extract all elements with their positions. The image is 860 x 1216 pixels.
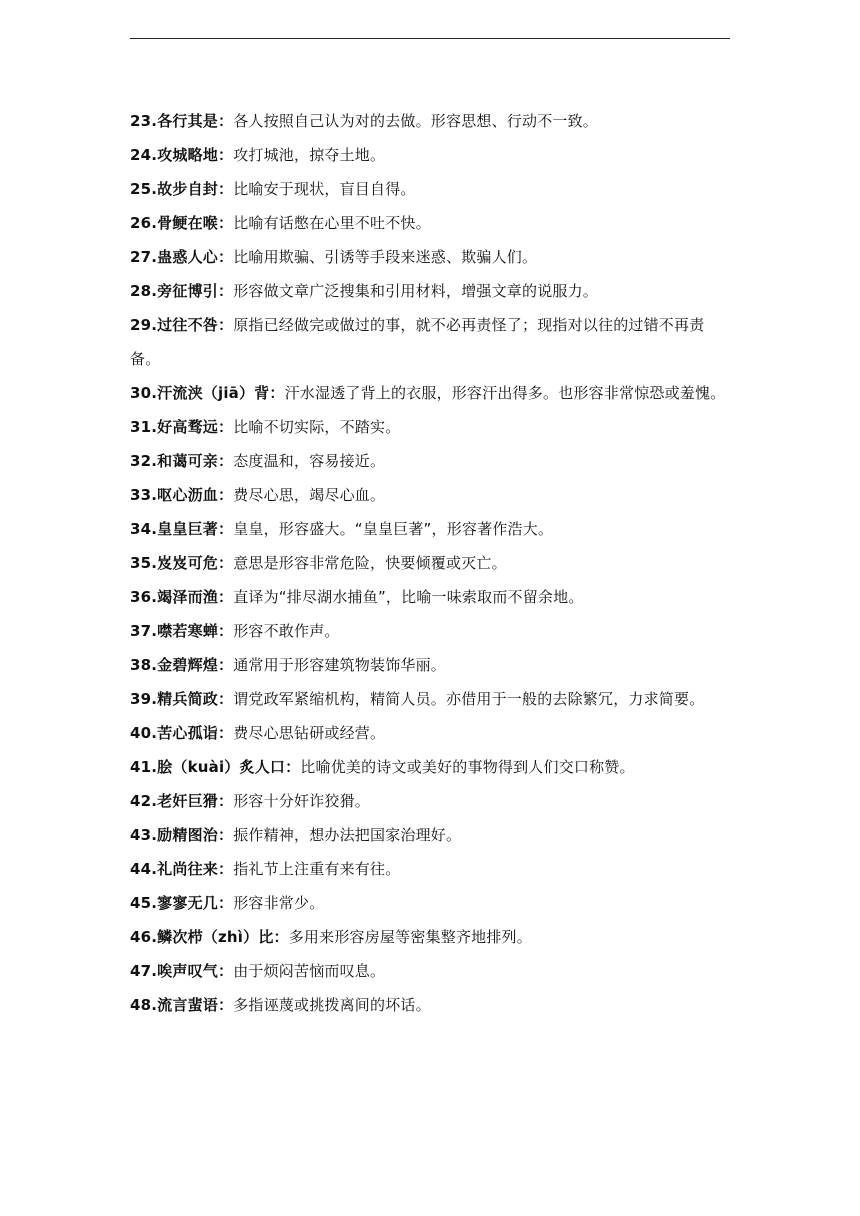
idiom-definition: 形容做文章广泛搜集和引用材料，增强文章的说服力。 <box>233 282 598 300</box>
idiom-definition: 直译为“排尽湖水捕鱼”，比喻一味索取而不留余地。 <box>233 588 584 606</box>
idiom-definition: 通常用于形容建筑物装饰华丽。 <box>233 656 446 674</box>
idiom-definition: 意思是形容非常危险，快要倾覆或灭亡。 <box>233 554 507 572</box>
idiom-list <box>130 104 732 1022</box>
idiom-definition: 攻打城池，掠夺土地。 <box>233 146 386 164</box>
idiom-term: 38.金碧辉煌： <box>130 656 234 674</box>
idiom-definition: 形容非常少。 <box>233 894 325 912</box>
idiom-term: 41.脍（kuài）炙人口： <box>130 758 301 776</box>
list-item <box>130 240 732 274</box>
idiom-definition: 形容不敢作声。 <box>233 622 340 640</box>
list-item <box>130 750 732 784</box>
idiom-definition: 各人按照自己认为对的去做。形容思想、行动不一致。 <box>233 112 598 130</box>
list-item <box>130 614 732 648</box>
idiom-definition: 谓党政军紧缩机构，精简人员。亦借用于一般的去除繁冗，力求简要。 <box>233 690 705 708</box>
idiom-definition: 指礼节上注重有来有往。 <box>233 860 401 878</box>
list-item <box>130 852 732 886</box>
idiom-term: 30.汗流浃（jiā）背： <box>130 384 285 402</box>
list-item <box>130 818 732 852</box>
list-item <box>130 580 732 614</box>
list-item <box>130 954 732 988</box>
list-item <box>130 206 732 240</box>
idiom-definition: 原指已经做完或做过的事，就不必再责怪了；现指对以往的过错不再责备。 <box>130 316 705 368</box>
list-item <box>130 308 732 376</box>
idiom-term: 43.励精图治： <box>130 826 234 844</box>
list-item <box>130 988 732 1022</box>
list-item <box>130 546 732 580</box>
idiom-term: 28.旁征博引： <box>130 282 234 300</box>
idiom-term: 25.故步自封： <box>130 180 234 198</box>
idiom-definition: 态度温和，容易接近。 <box>233 452 386 470</box>
idiom-term: 24.攻城略地： <box>130 146 234 164</box>
idiom-definition: 费尽心思，竭尽心血。 <box>233 486 386 504</box>
idiom-term: 31.好高骛远： <box>130 418 234 436</box>
idiom-definition: 振作精神，想办法把国家治理好。 <box>233 826 462 844</box>
list-item <box>130 648 732 682</box>
idiom-term: 23.各行其是： <box>130 112 234 130</box>
list-item <box>130 716 732 750</box>
idiom-definition: 形容十分奸诈狡猾。 <box>233 792 370 810</box>
idiom-term: 46.鳞次栉（zhì）比： <box>130 928 289 946</box>
idiom-term: 32.和蔼可亲： <box>130 452 234 470</box>
idiom-term: 44.礼尚往来： <box>130 860 234 878</box>
idiom-definition: 多指诬蔑或挑拨离间的坏话。 <box>233 996 431 1014</box>
list-item <box>130 172 732 206</box>
list-item <box>130 886 732 920</box>
header-rule <box>130 38 730 39</box>
list-item <box>130 512 732 546</box>
list-item <box>130 478 732 512</box>
list-item <box>130 138 732 172</box>
idiom-term: 29.过往不咎： <box>130 316 234 334</box>
idiom-definition: 汗水湿透了背上的衣服，形容汗出得多。也形容非常惊恐或羞愧。 <box>284 384 726 402</box>
idiom-definition: 由于烦闷苦恼而叹息。 <box>233 962 386 980</box>
idiom-term: 47.唉声叹气： <box>130 962 234 980</box>
idiom-definition: 比喻优美的诗文或美好的事物得到人们交口称赞。 <box>300 758 635 776</box>
idiom-term: 36.竭泽而渔： <box>130 588 234 606</box>
list-item <box>130 444 732 478</box>
idiom-term: 39.精兵简政： <box>130 690 234 708</box>
list-item <box>130 682 732 716</box>
list-item <box>130 784 732 818</box>
idiom-term: 45.寥寥无几： <box>130 894 234 912</box>
list-item <box>130 104 732 138</box>
idiom-term: 48.流言蜚语： <box>130 996 234 1014</box>
idiom-term: 40.苦心孤诣： <box>130 724 234 742</box>
idiom-term: 37.噤若寒蝉： <box>130 622 234 640</box>
list-item <box>130 274 732 308</box>
idiom-term: 26.骨鲠在喉： <box>130 214 234 232</box>
list-item <box>130 920 732 954</box>
list-item <box>130 376 732 410</box>
idiom-term: 33.呕心沥血： <box>130 486 234 504</box>
idiom-definition: 皇皇，形容盛大。“皇皇巨著”，形容著作浩大。 <box>233 520 554 538</box>
idiom-definition: 比喻有话憋在心里不吐不快。 <box>233 214 431 232</box>
idiom-definition: 多用来形容房屋等密集整齐地排列。 <box>288 928 532 946</box>
idiom-term: 35.岌岌可危： <box>130 554 234 572</box>
idiom-definition: 比喻用欺骗、引诱等手段来迷惑、欺骗人们。 <box>233 248 538 266</box>
idiom-definition: 费尽心思钻研或经营。 <box>233 724 386 742</box>
idiom-term: 42.老奸巨猾： <box>130 792 234 810</box>
idiom-term: 34.皇皇巨著： <box>130 520 234 538</box>
idiom-term: 27.蛊惑人心： <box>130 248 234 266</box>
idiom-definition: 比喻不切实际，不踏实。 <box>233 418 401 436</box>
list-item <box>130 410 732 444</box>
idiom-definition: 比喻安于现状，盲目自得。 <box>233 180 416 198</box>
